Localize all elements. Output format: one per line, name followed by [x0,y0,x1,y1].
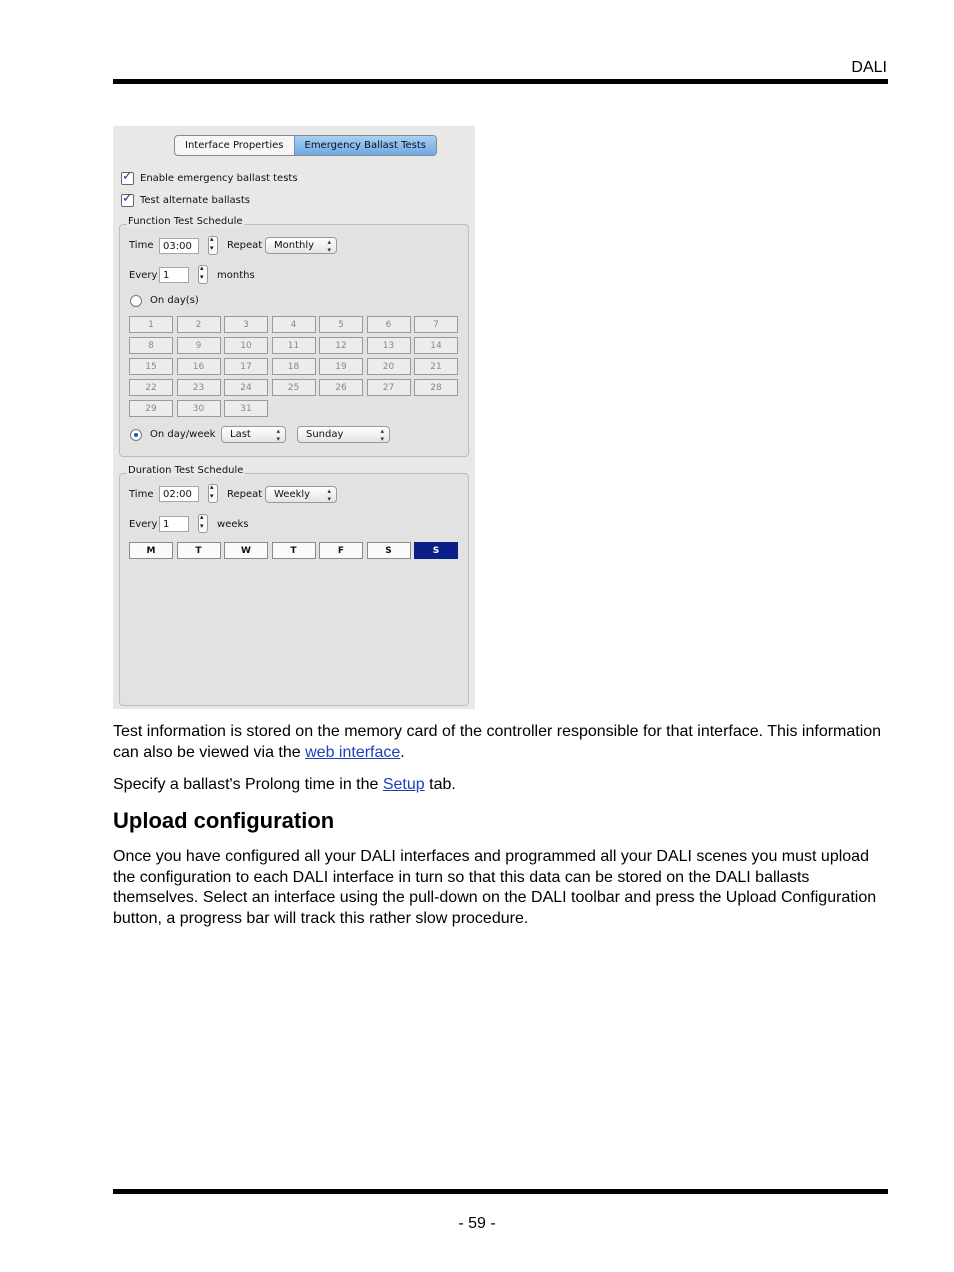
weekday-cell[interactable]: W [224,542,268,559]
updown-arrows-icon: ▴ ▾ [380,427,384,443]
emergency-tests-screenshot [113,126,475,709]
p1-text-end: . [400,743,405,761]
weekday-cell[interactable]: F [319,542,363,559]
day-cell[interactable]: 21 [414,358,458,375]
header-title: DALI [851,59,887,76]
weekday-cell[interactable]: S [414,542,458,559]
day-cell[interactable]: 28 [414,379,458,396]
day-cell[interactable]: 6 [367,316,411,333]
header-rule [113,79,888,84]
duration-repeat-select[interactable] [265,486,337,503]
weekday-cell[interactable]: M [129,542,173,559]
day-cell[interactable]: 30 [177,400,221,417]
weeks-label: weeks [217,519,249,530]
duration-time-field[interactable]: 02:00 [159,486,199,502]
day-cell[interactable]: 1 [129,316,173,333]
function-every-stepper[interactable] [198,265,208,284]
function-time-stepper[interactable] [208,236,218,255]
duration-test-group [119,473,469,706]
p2-text: Specify a ballast's Prolong time in the [113,776,383,793]
paragraph-prolong [113,775,893,796]
on-dayweek-label: On day/week [150,429,216,440]
checkbox-checked-icon [121,172,134,185]
page-number: - 59 - [458,1215,496,1232]
function-test-label: Function Test Schedule [128,216,243,227]
dayweek-which-value: Last [230,429,251,440]
day-cell[interactable]: 25 [272,379,316,396]
dayweek-day-value: Sunday [306,429,344,440]
day-cell[interactable]: 11 [272,337,316,354]
section-heading: Upload configuration [113,808,335,833]
day-cell[interactable]: 10 [224,337,268,354]
day-cell[interactable]: 5 [319,316,363,333]
tab-interface-properties[interactable]: Interface Properties [185,140,284,151]
dayweek-which-select[interactable] [221,426,286,443]
every-label: Every [129,519,158,530]
day-cell[interactable]: 20 [367,358,411,375]
every-label: Every [129,270,158,281]
alternate-ballasts-checkbox[interactable] [121,194,250,207]
day-cell[interactable]: 17 [224,358,268,375]
enable-tests-checkbox[interactable] [121,172,298,185]
time-label: Time [129,240,154,251]
day-cell[interactable]: 8 [129,337,173,354]
weekday-cell[interactable]: T [177,542,221,559]
enable-tests-label: Enable emergency ballast tests [140,173,298,184]
weekday-cell[interactable]: S [367,542,411,559]
updown-arrows-icon: ▴ ▾ [327,487,331,503]
duration-every-field[interactable]: 1 [159,516,189,532]
day-cell[interactable]: 16 [177,358,221,375]
duration-repeat-value: Weekly [274,489,311,500]
duration-every-stepper[interactable] [198,514,208,533]
on-dayweek-radio[interactable] [130,429,142,441]
day-cell[interactable]: 23 [177,379,221,396]
repeat-label: Repeat [227,489,263,500]
on-days-label: On day(s) [150,295,199,306]
weekday-cell[interactable]: T [272,542,316,559]
footer-rule [113,1189,888,1194]
updown-arrows-icon: ▴ ▾ [276,427,280,443]
day-cell[interactable]: 19 [319,358,363,375]
day-cell[interactable]: 9 [177,337,221,354]
day-cell[interactable]: 27 [367,379,411,396]
updown-arrows-icon: ▴ ▾ [327,238,331,254]
setup-link[interactable]: Setup [382,776,425,793]
tab-control [174,135,437,156]
day-cell[interactable]: 29 [129,400,173,417]
day-cell[interactable]: 14 [414,337,458,354]
day-cell[interactable]: 26 [319,379,363,396]
day-cell[interactable]: 13 [367,337,411,354]
paragraph-test-info [113,722,893,763]
dayweek-day-select[interactable] [297,426,390,443]
day-cell[interactable]: 22 [129,379,173,396]
day-cell[interactable]: 31 [224,400,268,417]
time-label: Time [129,489,154,500]
months-label: months [217,270,255,281]
duration-test-label: Duration Test Schedule [128,465,244,476]
duration-time-stepper[interactable] [208,484,218,503]
day-cell[interactable]: 24 [224,379,268,396]
repeat-label: Repeat [227,240,263,251]
function-time-field[interactable]: 03:00 [159,238,199,254]
day-cell[interactable]: 2 [177,316,221,333]
function-repeat-select[interactable] [265,237,337,254]
day-cell[interactable]: 3 [224,316,268,333]
tab-emergency-ballast-tests[interactable]: Emergency Ballast Tests [294,136,436,155]
function-every-field[interactable]: 1 [159,267,189,283]
p1-text: Test information is stored on the memory card of the controller responsible for that interface. This information can also be viewed via the [113,723,882,761]
function-repeat-value: Monthly [274,240,315,251]
on-days-radio[interactable] [130,295,142,307]
alternate-ballasts-label: Test alternate ballasts [140,195,251,206]
checkbox-checked-icon [121,194,134,207]
day-cell[interactable]: 4 [272,316,316,333]
day-cell[interactable]: 7 [414,316,458,333]
paragraph-upload: Once you have configured all your DALI interfaces and programmed all your DALI scenes you must upload the configuration to each DALI interface in turn so that this data can be stored on the DALI ballasts themselves. Select an interface using the pull-down on the DALI toolbar and press the Upload Configuration button, a progress bar will track this rather slow procedure. [113,848,877,927]
day-cell[interactable]: 18 [272,358,316,375]
p2-text-end: tab. [424,776,456,793]
web-interface-link[interactable]: web interface [305,743,401,761]
day-cell[interactable]: 12 [319,337,363,354]
day-cell[interactable]: 15 [129,358,173,375]
